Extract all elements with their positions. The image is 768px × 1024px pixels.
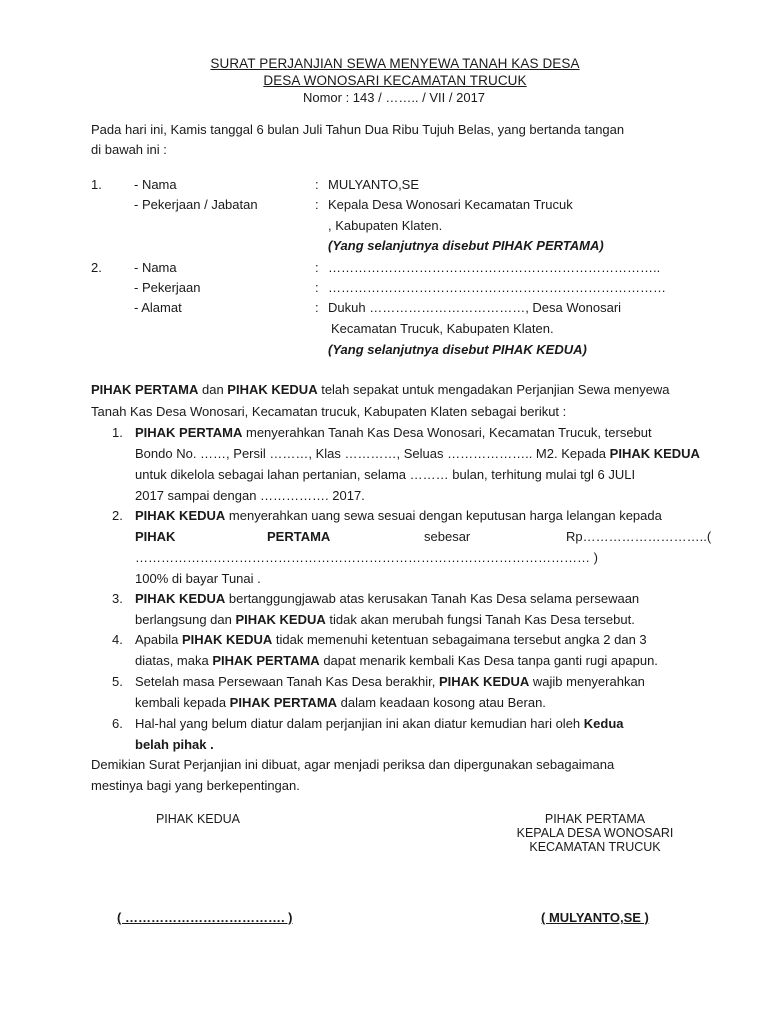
clause1-number: 1. bbox=[112, 425, 123, 440]
term-pihak-kedua: PIHAK KEDUA bbox=[181, 632, 273, 647]
clause3-line2 bbox=[135, 612, 635, 627]
intro-line2: di bawah ini : bbox=[91, 142, 167, 157]
clause4-line1 bbox=[135, 632, 647, 647]
clause4-line1-c: tidak memenuhi ketentuan sebagaimana tersebut angka 2 dan 3 bbox=[272, 632, 647, 647]
clause5-line2-a: kembali kepada bbox=[135, 695, 230, 710]
clause4-line2-c: dapat menarik kembali Kas Desa tanpa ganti rugi apapun. bbox=[319, 653, 658, 668]
agreement-line2: Tanah Kas Desa Wonosari, Kecamatan trucuk, Kabupaten Klaten sebagai berikut : bbox=[91, 404, 567, 419]
clause1-line1-rest: menyerahkan Tanah Kas Desa Wonosari, Kecamatan Trucuk, tersebut bbox=[242, 425, 652, 440]
term-pihak-kedua: PIHAK KEDUA bbox=[439, 674, 530, 689]
clause2-pertama: PERTAMA bbox=[267, 529, 331, 544]
party2-note: (Yang selanjutnya disebut PIHAK KEDUA) bbox=[328, 342, 587, 357]
clause2-line4: 100% di bayar Tunai . bbox=[135, 571, 261, 586]
party2-colon-pekerjaan: : bbox=[315, 280, 319, 295]
signature-right-title-3: KECAMATAN TRUCUK bbox=[529, 840, 661, 854]
party1-label-nama: - Nama bbox=[134, 177, 177, 192]
party1-number: 1. bbox=[91, 177, 102, 192]
party1-value-jabatan-1: Kepala Desa Wonosari Kecamatan Trucuk bbox=[328, 197, 573, 212]
signature-left-name: ( ………………………………. ) bbox=[117, 910, 293, 925]
clause6-line1-a: Hal-hal yang belum diatur dalam perjanjian ini akan diatur kemudian hari oleh bbox=[135, 716, 584, 731]
clause5-line2 bbox=[135, 695, 546, 710]
term-pihak-pertama: PIHAK PERTAMA bbox=[135, 425, 243, 440]
term-pihak-pertama: PIHAK PERTAMA bbox=[212, 653, 320, 668]
term-pihak-kedua: PIHAK KEDUA bbox=[235, 612, 326, 627]
term-pihak-kedua: PIHAK KEDUA bbox=[135, 508, 226, 523]
party2-label-nama: - Nama bbox=[134, 260, 177, 275]
clause2-line1 bbox=[135, 508, 662, 523]
party2-colon-alamat: : bbox=[315, 300, 319, 315]
clause4-line2-a: diatas, maka bbox=[135, 653, 213, 668]
clause1-line1 bbox=[135, 425, 652, 440]
clause6-line2: belah pihak . bbox=[135, 737, 214, 752]
document-title-line1: SURAT PERJANJIAN SEWA MENYEWA TANAH KAS DESA bbox=[210, 56, 580, 71]
term-pihak-pertama: PIHAK PERTAMA bbox=[91, 382, 199, 397]
clause5-number: 5. bbox=[112, 674, 123, 689]
clause3-line1-rest: bertanggungjawab atas kerusakan Tanah Kas Desa selama persewaan bbox=[225, 591, 640, 606]
party1-label-jabatan: - Pekerjaan / Jabatan bbox=[134, 197, 258, 212]
party2-value-nama: ………………………………………………………………….. bbox=[328, 260, 661, 275]
party2-value-alamat-1: Dukuh ………………………………, Desa Wonosari bbox=[328, 300, 622, 315]
signature-right-title-1: PIHAK PERTAMA bbox=[544, 812, 646, 826]
party1-value-nama: MULYANTO,SE bbox=[328, 177, 420, 192]
clause1-line3: untuk dikelola sebagai lahan pertanian, selama ……… bulan, terhitung mulai tgl 6 JULI bbox=[135, 467, 636, 482]
clause5-line1-c: wajib menyerahkan bbox=[529, 674, 645, 689]
clause6-line1 bbox=[135, 716, 624, 731]
party1-colon-nama: : bbox=[315, 177, 319, 192]
party1-value-jabatan-2: , Kabupaten Klaten. bbox=[328, 218, 443, 233]
signature-left-title: PIHAK KEDUA bbox=[155, 812, 241, 826]
clause3-line2-c: tidak akan merubah fungsi Tanah Kas Desa tersebut. bbox=[325, 612, 635, 627]
clause6-number: 6. bbox=[112, 716, 123, 731]
closing-line2: mestinya bagi yang berkepentingan. bbox=[91, 778, 300, 793]
party2-label-alamat: - Alamat bbox=[134, 300, 182, 315]
agreement-line1-rest: telah sepakat untuk mengadakan Perjanjian Sewa menyewa bbox=[317, 382, 670, 397]
clause2-line3: …………………………………………………………………………………………… ) bbox=[135, 550, 598, 565]
clause1-line2 bbox=[135, 446, 700, 461]
term-pihak-kedua: PIHAK KEDUA bbox=[609, 446, 700, 461]
party2-number: 2. bbox=[91, 260, 102, 275]
party1-note: (Yang selanjutnya disebut PIHAK PERTAMA) bbox=[328, 238, 604, 253]
party2-value-pekerjaan: …………………………………………………………………… bbox=[328, 280, 666, 295]
agreement-dan: dan bbox=[198, 382, 228, 397]
clause1-line2-text: Bondo No. ……, Persil ………, Klas …………, Seluas ……………….. M2. Kepada bbox=[135, 446, 610, 461]
clause2-sebesar: sebesar bbox=[424, 529, 471, 544]
clause3-number: 3. bbox=[112, 591, 123, 606]
intro-line1: Pada hari ini, Kamis tanggal 6 bulan Juli Tahun Dua Ribu Tujuh Belas, yang bertanda tangan bbox=[91, 122, 625, 137]
party2-label-pekerjaan: - Pekerjaan bbox=[134, 280, 201, 295]
clause3-line2-a: berlangsung dan bbox=[135, 612, 236, 627]
closing-line1: Demikian Surat Perjanjian ini dibuat, agar menjadi periksa dan dipergunakan sebagaimana bbox=[91, 757, 615, 772]
document-number: Nomor : 143 / …….. / VII / 2017 bbox=[302, 90, 486, 105]
party1-colon-jabatan: : bbox=[315, 197, 319, 212]
clause4-number: 4. bbox=[112, 632, 123, 647]
clause2-number: 2. bbox=[112, 508, 123, 523]
clause4-line1-a: Apabila bbox=[135, 632, 182, 647]
clause1-line4: 2017 sampai dengan ……………. 2017. bbox=[135, 488, 365, 503]
party2-value-alamat-2: Kecamatan Trucuk, Kabupaten Klaten. bbox=[331, 321, 554, 336]
clause5-line2-c: dalam keadaan kosong atau Beran. bbox=[337, 695, 546, 710]
clause2-rp: Rp………………………..( bbox=[566, 529, 712, 544]
clause4-line2 bbox=[135, 653, 658, 668]
clause5-line1 bbox=[135, 674, 645, 689]
clause2-line1-rest: menyerahkan uang sewa sesuai dengan keputusan harga lelangan kepada bbox=[225, 508, 662, 523]
term-pihak-kedua: PIHAK KEDUA bbox=[135, 591, 226, 606]
term-pihak-pertama: PIHAK PERTAMA bbox=[229, 695, 338, 710]
clause2-pihak: PIHAK bbox=[135, 529, 176, 544]
signature-right-name: ( MULYANTO,SE ) bbox=[541, 910, 649, 925]
agreement-line1 bbox=[91, 382, 670, 397]
clause3-line1 bbox=[135, 591, 639, 606]
party2-colon-nama: : bbox=[315, 260, 319, 275]
document-title-line2: DESA WONOSARI KECAMATAN TRUCUK bbox=[263, 73, 527, 88]
clause6-line1-b: Kedua bbox=[583, 716, 624, 731]
signature-right-title-2: KEPALA DESA WONOSARI bbox=[516, 826, 674, 840]
term-pihak-kedua: PIHAK KEDUA bbox=[227, 382, 318, 397]
clause5-line1-a: Setelah masa Persewaan Tanah Kas Desa berakhir, bbox=[135, 674, 439, 689]
